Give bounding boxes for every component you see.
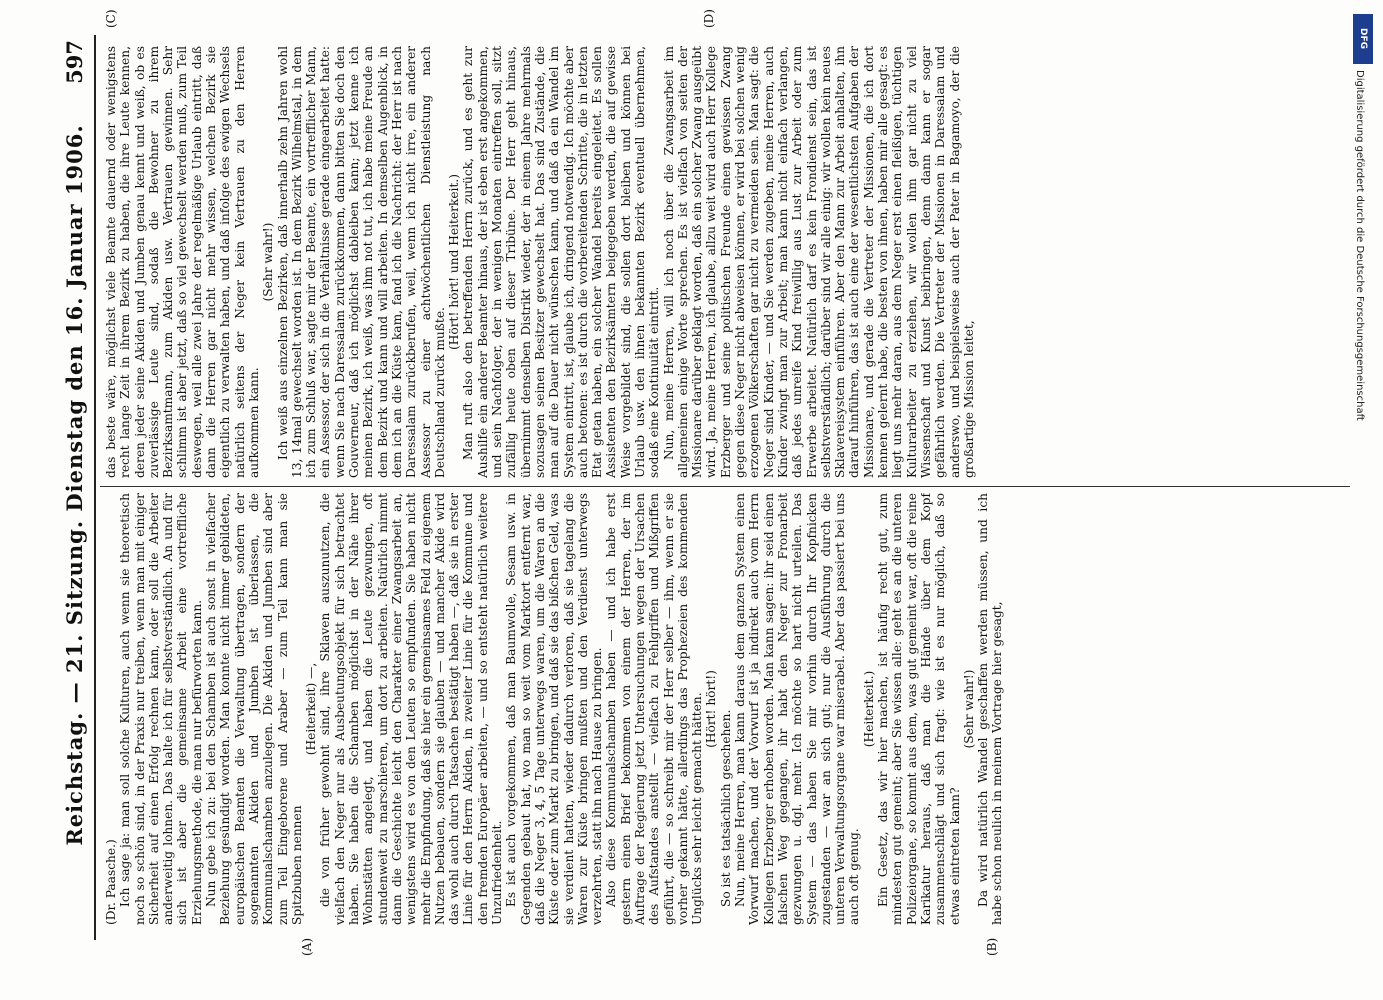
paragraph: Da wird natürlich Wandel geschaffen werden müssen, und ich habe schon neulich in meinem Vortrage hier gesagt, bbox=[976, 493, 1005, 925]
paragraph: Nun, meine Herren, man kann daraus dem ganzen System einen Vorwurf machen, und der Vorwurf ist ja indirekt auch vom Herrn Kollegen Erzberger erhoben worden. Man kann sagen: ihr seid einen falschen Weg gegangen, ihr habt den Neger zur Fronarbeit gezwungen u. dgl. mehr. Ich möchte so hart nicht urteilen. Das System — das haben Sie mir vorhin durch Ihr Kopfnicken zugestanden — war an sich gut; nur die Ausführung durch die unteren Verwaltungsorgane war miserabel. Aber das passiert bei uns auch oft genug. bbox=[733, 493, 862, 925]
margin-letter-b: (B) bbox=[985, 937, 999, 956]
paragraph: Nun, meine Herren, will ich noch über die Zwangsarbeit im allgemeinen einige Worte sprechen. Es ist vielfach von seiten der Missionare darüber geklagt worden, daß ein solcher Zwang ausgeübt wird. Ja, meine Herren, ich glaube, allzu weit wird auch Herr Kollege Erzberger und seine politischen Freunde einen gewissen Zwang gegen diese Neger nicht abweisen können, er wird bei solchen wenig erzogenen Völkerschaften gar nicht zu vermeiden sein. Man sagt: die Neger sind Kinder, — und Sie werden zugeben, meine Herren, auch Kinder zwingt man zur Arbeit; man kann nicht einfach verlangen, daß jedes unreife Kind freiwillig aus Lust zur Arbeit oder zum Erwerbe arbeitet. Natürlich darf es kein Frondienst sein, das ist selbstverständlich; darüber sind wir alle einig: wir wollen kein neues Sklavereisystem einführen. Aber den Mann zur Arbeit anhalten, ihn darauf hinführen, das ist auch eine der wesentlichsten Aufgaben der Missionare, und gerade die Vertreter der Missionen, die ich dort kennen gelernt habe, die besten von ihnen, haben mir alle gesagt: es liegt uns mehr daran, aus dem Neger erst einen fleißigen, tüchtigen Kulturarbeiter zu erziehen, wir wollen ihm gar nicht zu viel Wissenschaft und Kunst beibringen, denn dann kann er sogar gefährlich werden. Die Vertreter der Missionen in Daressalam und anderswo, und beispielsweise auch der Pater in Bagamoyo, der die großartige Mission leitet, bbox=[661, 46, 976, 478]
paragraph: Also diese Kommunalschamben haben — und ich habe erst gestern einen Brief bekommen von einem der Herren, der im Auftrage der Regierung jetzt Untersuchungen wegen der Ursachen des Aufstandes anstellt — vielfach zu Fehlgriffen und Mißgriffen geführt, die — so schreibt mir der Herr selber — ihm, wenn er sie vorher gekannt hätte, allerdings das Prophezeien des kommenden Unglücks sehr leicht gemacht hätten. bbox=[604, 493, 705, 925]
paragraph: Ein Gesetz, das wir hier machen, ist häufig recht gut, zum mindesten gut gemeint; aber Sie wissen alle: geht es an die unteren Polizeiorgane, so kommt aus dem, was gut gemeint war, oft die reine Karikatur heraus, daß man die Hände über dem Kopf zusammenschlägt und sich fragt: wie ist es nur möglich, daß so etwas eintreten kann? bbox=[876, 493, 962, 925]
digitization-credit: Digitalisierung gefördert durch die Deutsche Forschungsgemeinschaft bbox=[1354, 70, 1365, 421]
paragraph: So ist es tatsächlich geschehen. bbox=[718, 709, 733, 907]
digitization-sidebar bbox=[1351, 10, 1375, 990]
interjection: (Sehr wahr!) bbox=[961, 669, 976, 749]
interjection: (Hört! hört! und Heiterkeit.) bbox=[447, 174, 462, 350]
paragraph: Ich sage ja: man soll solche Kulturen, auch wenn sie theoretisch noch so schön sind, in der Praxis nur treiben, wenn man mit einiger Sicherheit auf einen Erfolg rechnen kann, oder soll die Arbeiter anderweitig lohnen. Das halte ich für selbstverständlich. An und für sich ist aber die gemeinsame Arbeit eine vortreffliche Erziehungsmethode, die man nur befürworten kann. bbox=[118, 493, 204, 925]
margin-letter-d: (D) bbox=[702, 9, 716, 28]
paragraph: Nun gebe ich zu: bei den Schamben ist auch sonst in vielfacher Beziehung gesündigt worden. Man konnte nicht immer gebildeten, europäischen Beamten die Verwaltung übertragen, sondern der sogenannten Akiden und Jumben ist überlassen, die Kommunalschamben anzulegen. Die Akiden und Jumben sind aber zum Teil Eingeborene und Araber — zum Teil kann man sie Spitzbuben nennen bbox=[204, 493, 304, 925]
margin-letter-c: (C) bbox=[104, 9, 118, 28]
interjection: (Heiterkeit.) bbox=[861, 670, 876, 748]
interjection: (Sehr wahr!) bbox=[261, 222, 276, 302]
left-column bbox=[104, 493, 1344, 925]
column-divider bbox=[100, 486, 1350, 487]
paragraph: die von früher gewohnt sind, ihre Sklaven auszunutzen, die vielfach den Neger nur als Ausbeutungsobjekt für sich betrachtet haben. Sie haben die Schamben möglichst in der Nähe ihrer Wohnstätten angelegt, und haben die Leute gezwungen, oft stundenweit zu marschieren, um dort zu arbeiten. Natürlich nimmt dann die Geschichte leicht den Charakter einer Zwangsarbeit an, wenigstens wird es von den Leuten so empfunden. Sie haben nicht mehr die Empfindung, daß sie hier ein gemeinsames Feld zu eigenem Nutzen bebauen, sondern sie glauben — und mancher Akide wird das wohl auch durch Tatsachen bestätigt haben —, daß sie in erster Linie für den Herrn Akiden, in zweiter Linie für die Kommune und den fremden Europäer arbeiten, — und so entsteht natürlich weitere Unzufriedenheit. bbox=[318, 493, 505, 925]
speaker-label: (Dr. Paasche.) bbox=[104, 839, 118, 925]
right-column bbox=[104, 46, 1344, 478]
interjection: (Hört! hört!) bbox=[704, 670, 719, 748]
paragraph: Man ruft also den betreffenden Herrn zurück, und es geht zur Aushilfe ein anderer Beamter hinaus, der ist eben erst angekommen, und sein Nachfolger, der in wenigen Monaten eintreffen soll, sitzt zufällig heute oben auf dieser Tribüne. Der Herr geht hinaus, übernimmt denselben Distrikt wieder, der in einem Jahre mehrmals sozusagen seinen Besitzer gewechselt hat. Das sind Zustände, die man auf die Dauer nicht wünschen kann, und daß da ein Wandel im System eintritt, ist, glaube ich, dringend notwendig. Ich möchte aber auch betonen: es ist durch die vorbereitenden Schritte, die in letzten Etat getan haben, ein solcher Wandel bereits eingeleitet. Es sollen Assistenten den Bezirksämtern beigegeben werden, die auf gewisse Weise vorgebildet sind, die sollen dort bleiben und können bei Urlaub usw. den ihnen bekannten Bezirk eventuell übernehmen, sodaß eine Kontinuität eintritt. bbox=[461, 46, 662, 478]
header-title: Reichstag. — 21. Sitzung. Dienstag den 16. Januar 1906. bbox=[62, 124, 87, 846]
page-header bbox=[62, 40, 92, 930]
paragraph: Es ist auch vorgekommen, daß man Baumwolle, Sesam usw. in Gegenden gebaut hat, wo man so weit vom Marktort entfernt war, daß die Neger 3, 4, 5 Tage unterwegs waren, um die Waren an die Küste oder zum Markt zu bringen, und daß sie das bißchen Geld, was sie verdient hatten, wieder dadurch verloren, daß sie tagelang die Waren zur Küste bringen mußten und den Verdienst unterwegs verzehrten, statt ihn nach Hause zu bringen. bbox=[504, 493, 605, 925]
paragraph: Ich weiß aus einzelnen Bezirken, daß innerhalb zehn Jahren wohl 13, 14mal gewechselt worden ist. In dem Bezirk Wilhelmstal, in dem ich zum Schluß war, sagte mir der Beamte, ein vortrefflicher Mann, ein Assessor, der sich in die Verhältnisse gerade eingearbeitet hatte: wenn Sie nach Daressalam zurückkommen, dann bitten Sie doch den Gouverneur, daß ich möglichst dableiben kann; jetzt kenne ich meinen Bezirk, ich weiß, was ihm not tut, ich habe meine Freude an dem Bezirk und kann und will arbeiten. In demselben Augenblick, in dem ich an die Küste kam, fand ich die Nachricht: der Herr ist nach Daressalam zurückberufen, weil, wenn ich nicht irre, ein anderer Assessor zu einer achtwöchentlichen Dienstleistung nach Deutschland zurück mußte. bbox=[275, 46, 447, 478]
paragraph: das beste wäre, möglichst viele Beamte dauernd oder wenigstens recht lange Zeit in ihrem Bezirk zu haben, die ihre Leute kennen, deren jeder seine Akiden und Jumben genau kennt und weiß, ob es zuverlässige Leute sind, sodaß die Bewohner zu ihrem Bezirksamtmann, zum Akiden usw. Vertrauen gewinnen. Sehr schlimm ist aber jetzt, daß so viel gewechselt werden muß, zum Teil deswegen, weil alle zwei Jahre der regelmäßige Urlaub eintritt, daß dann die Herren gar nicht mehr wissen, welchen Bezirk sie eigentlich zu verwalten haben, und daß infolge des ewigen Wechsels natürlich seitens der Neger kein Vertrauen zu den Herren aufkommen kann. bbox=[104, 46, 261, 478]
header-rule bbox=[94, 35, 96, 940]
page-number: 597 bbox=[62, 40, 87, 84]
interjection: (Heiterkeit) —, bbox=[304, 662, 319, 756]
dfg-logo: DFG bbox=[1353, 14, 1373, 64]
margin-letter-a: (A) bbox=[300, 937, 314, 956]
